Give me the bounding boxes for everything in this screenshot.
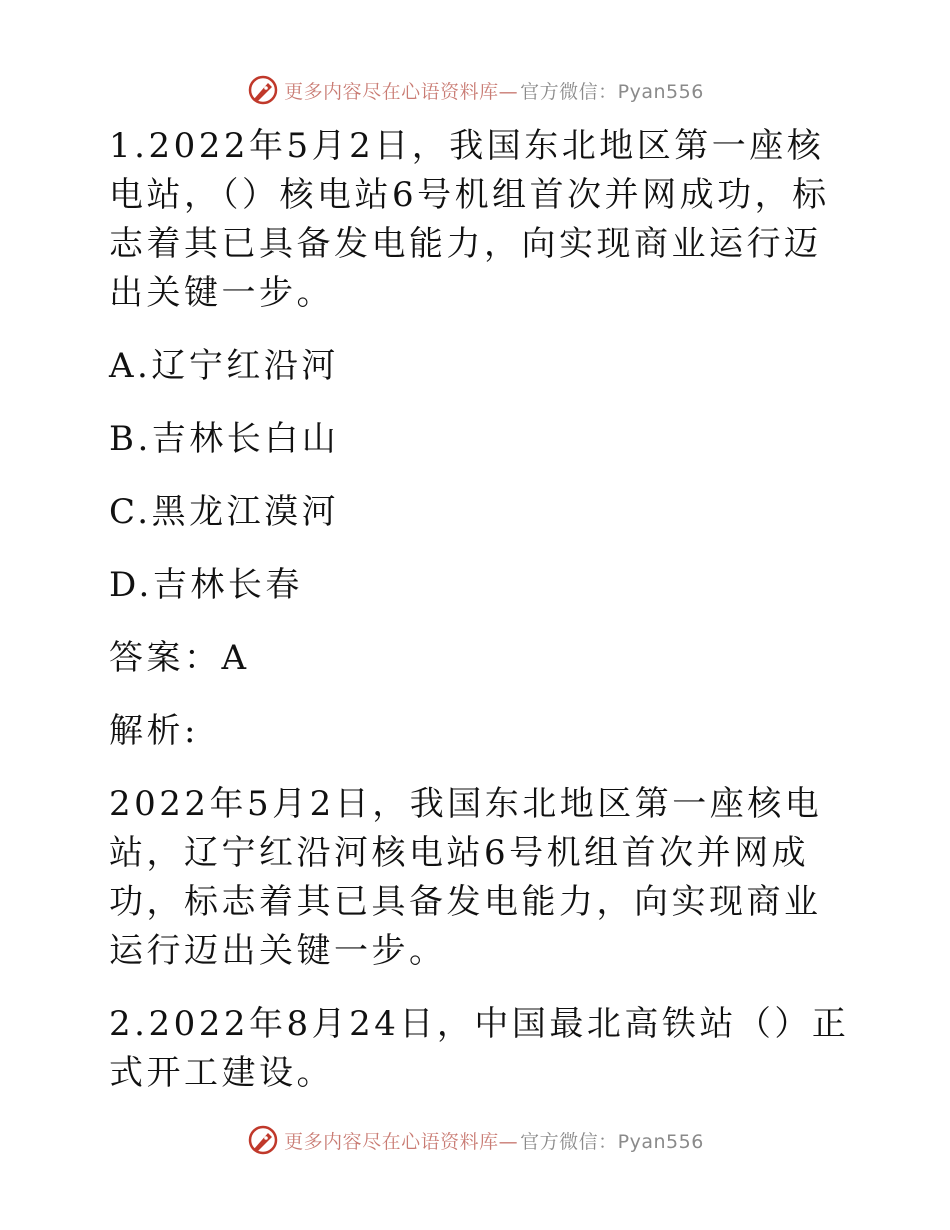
pen-nib-circle-icon: [246, 73, 280, 107]
document-body: [99, 122, 854, 1122]
question-1-option-c: C.黑龙江漠河: [109, 492, 340, 532]
question-1-option-d: D.吉林长春: [109, 565, 303, 605]
footer-banner: [0, 1122, 950, 1158]
question-1-option-a: A.辽宁红沿河: [109, 346, 339, 386]
banner-wechat: 官方微信：Pyan556: [520, 80, 704, 103]
question-1-answer: 答案：A: [109, 638, 250, 678]
question-2-stem: 2.2022年8月24日，中国最北高铁站（）正式开工建设。: [109, 1004, 850, 1093]
banner-wechat: 官方微信：Pyan556: [520, 1130, 704, 1153]
pen-nib-circle-icon: [246, 1123, 280, 1157]
question-1-analysis-label: 解析:: [109, 711, 199, 751]
banner-text: 更多内容尽在心语资料库—: [284, 1130, 519, 1153]
question-1-option-b: B.吉林长白山: [109, 419, 340, 459]
question-1-stem: 1.2022年5月2日，我国东北地区第一座核电站，（）核电站6号机组首次并网成功，标志着其已具备发电能力，向实现商业运行迈出关键一步。: [109, 126, 830, 313]
question-1-analysis: 2022年5月2日，我国东北地区第一座核电站，辽宁红沿河核电站6号机组首次并网成功，标志着其已具备发电能力，向实现商业运行迈出关键一步。: [109, 784, 823, 971]
header-banner: [0, 72, 950, 108]
banner-text: 更多内容尽在心语资料库—: [284, 80, 519, 103]
